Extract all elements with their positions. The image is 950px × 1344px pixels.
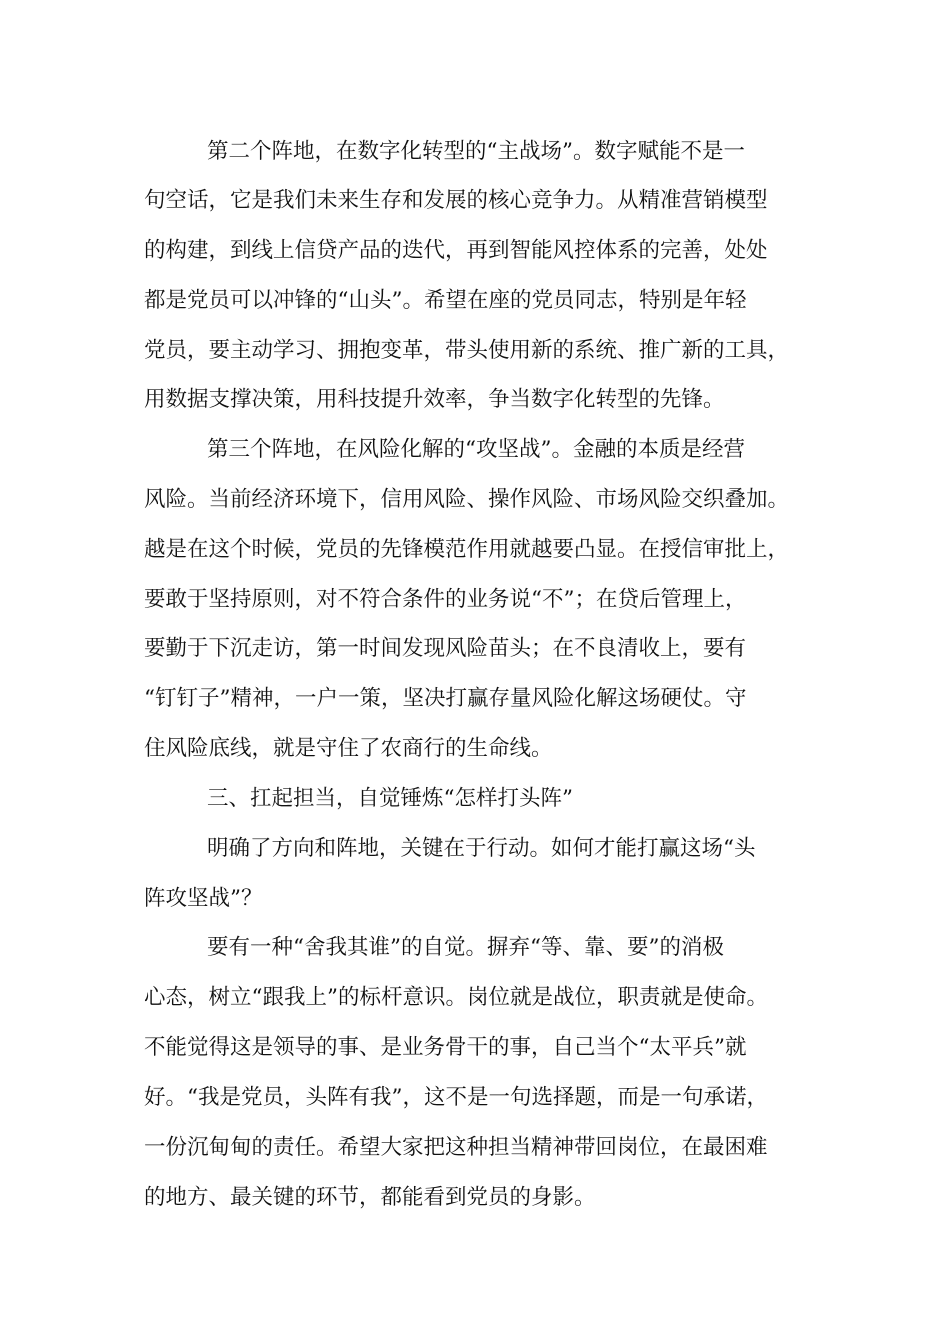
- text-line: 要勤于下沉走访，第一时间发现风险苗头；在不良清收上，要有: [144, 636, 747, 661]
- text-line: 的地方、最关键的环节，都能看到党员的身影。: [144, 1185, 596, 1210]
- text-line: 第二个阵地，在数字化转型的“主战场”。数字赋能不是一: [207, 139, 745, 164]
- text-line: 用数据支撑决策，用科技提升效率，争当数字化转型的先锋。: [144, 387, 725, 412]
- text-line: 不能觉得这是领导的事、是业务骨干的事，自己当个“太平兵”就: [144, 1035, 747, 1060]
- text-line: 明确了方向和阵地，关键在于行动。如何才能打赢这场“头: [207, 836, 756, 861]
- text-line: 第三个阵地，在风险化解的“攻坚战”。金融的本质是经营: [207, 437, 745, 462]
- text-line: 句空话，它是我们未来生存和发展的核心竞争力。从精准营销模型: [144, 188, 768, 213]
- text-line: 好。“我是党员，头阵有我”，这不是一句选择题，而是一句承诺，: [144, 1085, 768, 1110]
- text-line: 越是在这个时候，党员的先锋模范作用就越要凸显。在授信审批上，: [144, 537, 790, 562]
- text-line: “钉钉子”精神，一户一策，坚决打赢存量风险化解这场硬仗。守: [144, 686, 747, 711]
- text-line: 一份沉甸甸的责任。希望大家把这种担当精神带回岗位，在最困难: [144, 1135, 768, 1160]
- text-line: 心态，树立“跟我上”的标杆意识。岗位就是战位，职责就是使命。: [144, 985, 768, 1010]
- text-line: 要敢于坚持原则，对不符合条件的业务说“不”；在贷后管理上，: [144, 587, 747, 612]
- text-line: 党员，要主动学习、拥抱变革，带头使用新的系统、推广新的工具，: [144, 338, 790, 363]
- text-line: 都是党员可以冲锋的“山头”。希望在座的党员同志，特别是年轻: [144, 288, 747, 313]
- text-line: 三、扛起担当，自觉锤炼“怎样打头阵”: [207, 786, 573, 811]
- text-line: 的构建，到线上信贷产品的迭代，再到智能风控体系的完善，处处: [144, 238, 768, 263]
- text-line: 阵攻坚战”？: [144, 886, 263, 911]
- text-line: 要有一种“舍我其谁”的自觉。摒弃“等、靠、要”的消极: [207, 935, 724, 960]
- text-line: 住风险底线，就是守住了农商行的生命线。: [144, 736, 553, 761]
- text-line: 风险。当前经济环境下，信用风险、操作风险、市场风险交织叠加。: [144, 487, 790, 512]
